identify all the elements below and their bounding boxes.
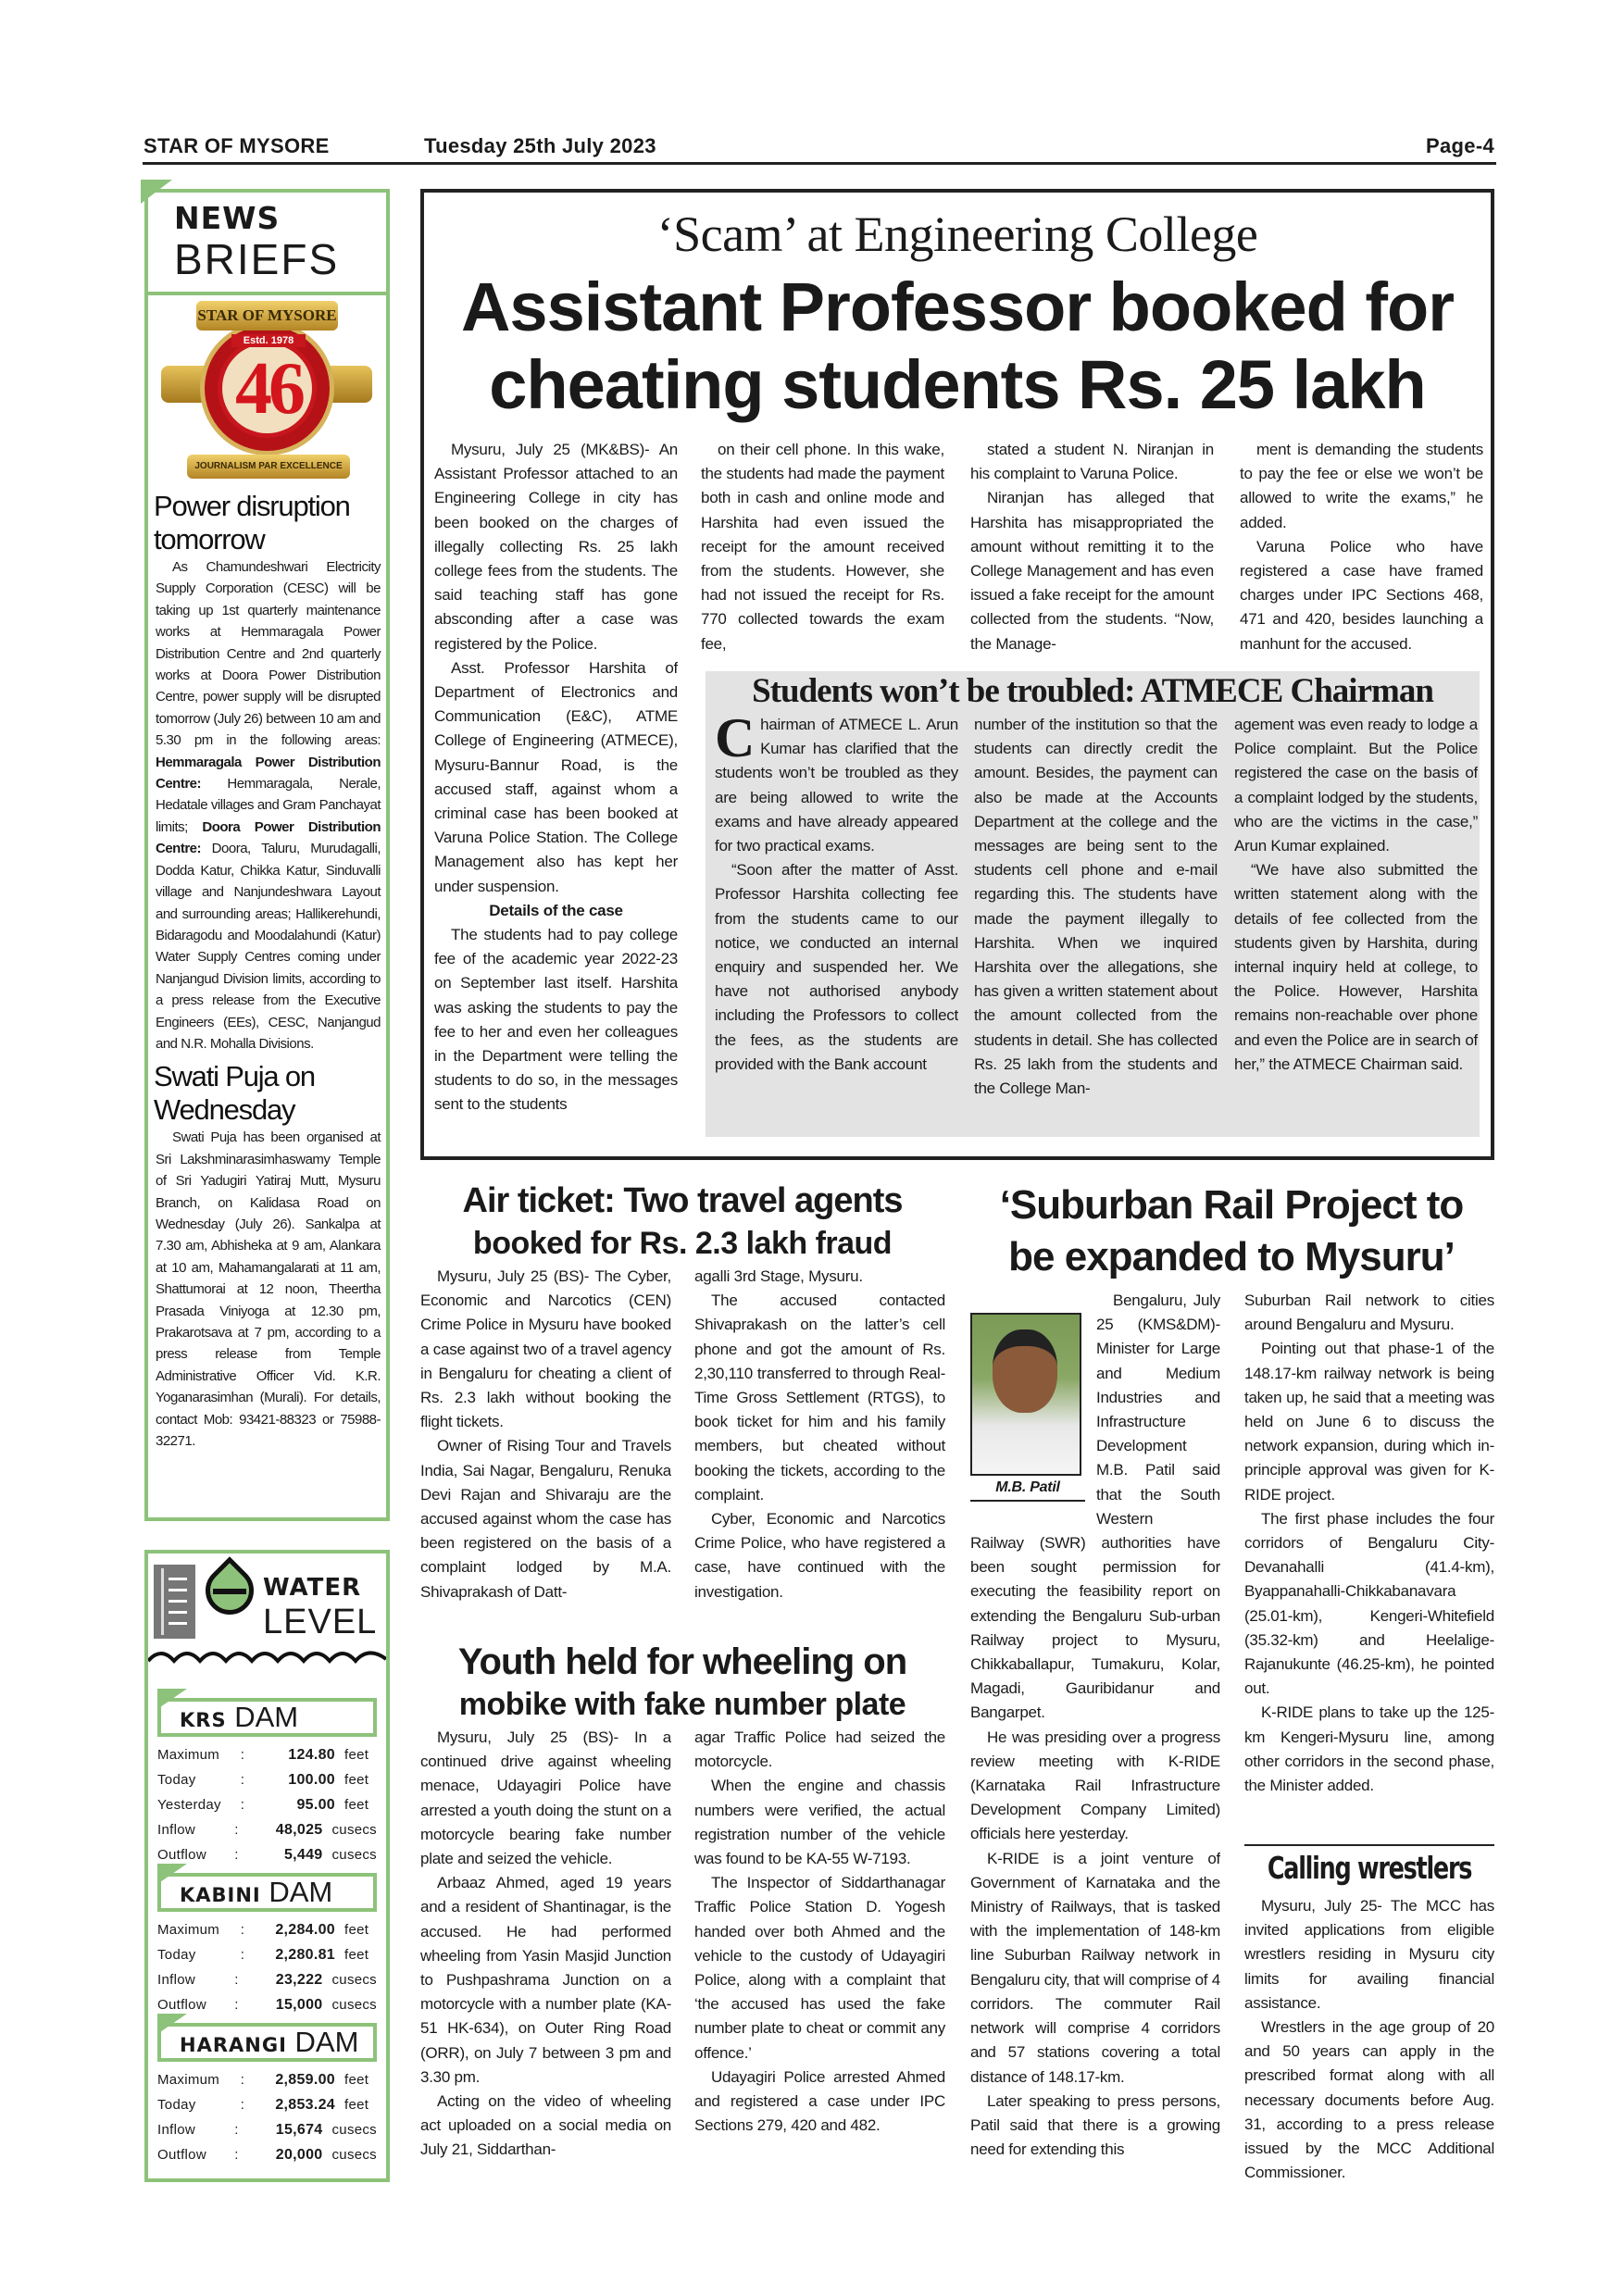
- paragraph: on their cell phone. In this wake, the students had made the payment both in cash and online mode and Harshita had even issued the receipt for the amount received from the students. However, she had not issued the receipt for Rs. 770 collected towards the exam fee,: [701, 441, 944, 653]
- row-value: 5,449: [283, 1847, 323, 1863]
- row-colon: :: [240, 2072, 245, 2088]
- paragraph: agalli 3rd Stage, Mysuru.: [694, 1267, 863, 1285]
- logo-bottom-text: JOURNALISM PAR EXCELLENCE: [187, 455, 350, 479]
- patil-photo: [970, 1313, 1081, 1476]
- dam-word: DAM: [294, 2026, 359, 2058]
- lead-column-4: [1240, 438, 1483, 656]
- paragraph: Mysuru, July 25 (BS)- In a continued drive against wheeling menace, Udayagiri Police have arrested a youth doing the stunt on a motorcycle bearing fake number plate and seized the vehicle.: [420, 1728, 671, 1868]
- power-text-2: Hemmaragala, Nerale, Hedatale villages and Gram Panchayat limits;: [156, 776, 381, 835]
- row-unit: cusecs: [331, 1847, 377, 1863]
- wrestlers-column: [1244, 1894, 1494, 2190]
- paragraph: Niranjan has alleged that Harshita has misappropriated the amount without remitting it to the College Management and has even issued a fake receipt for the amount collected from the students. “Now, the Manage-: [970, 489, 1214, 653]
- row-value: 124.80: [288, 1747, 335, 1763]
- paragraph: Cyber, Economic and Narcotics Crime Police, who have registered a case, have continued with the investigation.: [694, 1510, 945, 1601]
- water-title-top: WATER: [263, 1574, 362, 1602]
- row-value: 95.00: [296, 1797, 335, 1813]
- row-colon: :: [234, 1822, 239, 1838]
- paragraph: Railway (SWR) authorities have been sought permission for executing the feasibility report on extending the Bengaluru Sub-urban Railway project to Mysuru, Chikkaballapur, Tumakuru, Kolar, Magadi, Gauribidanur and Bangarpet.: [970, 1534, 1220, 1722]
- dam-row: [148, 1967, 386, 1992]
- air-column-1: [420, 1265, 671, 1631]
- row-colon: :: [240, 1772, 245, 1788]
- dam-list: [148, 1698, 386, 2167]
- wrestlers-headline: Calling wrestlers: [1267, 1851, 1472, 1887]
- power-heading: Power disruption tomorrow: [154, 490, 350, 555]
- power-article: [148, 556, 386, 1054]
- rail-lead-text: Bengaluru, July 25 (KMS&DM)- Minister for Large and Medium Industries and Infrastructure Development M.B. Patil said that the South Western: [1096, 1292, 1220, 1528]
- dam-label-krs: [157, 1698, 377, 1737]
- paragraph: Mysuru, July 25 (BS)- The Cyber, Economic and Narcotics (CEN) Crime Police in Mysuru have booked a case against two of a travel agency in Bengaluru for cheating a client of Rs. 2.3 lakh without booking the flight tickets.: [420, 1267, 671, 1431]
- rail-headline-1: ‘Suburban Rail Project to: [999, 1182, 1464, 1228]
- paper-name: STAR OF MYSORE: [144, 134, 330, 157]
- patil-photo-figure: [970, 1313, 1085, 1507]
- header-rule: [143, 162, 1496, 165]
- row-value: 2,280.81: [275, 1947, 335, 1963]
- dam-row: [148, 2092, 386, 2117]
- youth-column-1: [420, 1726, 671, 2189]
- paragraph: K-RIDE is a joint venture of Government of Karnataka and the Ministry of Railways, that is tasked with the implementation of 148-km line Suburban Railway network in Bengaluru city, that will comprise of 4 corridors. The commuter Rail network will comprise 4 corridors and 57 stations covering a total distance of 148.17-km.: [970, 1849, 1220, 2086]
- issue-date: Tuesday 25th July 2023: [424, 134, 656, 157]
- water-level-header: [148, 1554, 386, 1692]
- row-label: Yesterday: [157, 1797, 221, 1813]
- paragraph: When the engine and chassis numbers were verified, the actual registration number of the vehicle was found to be KA-55 W-7193.: [694, 1777, 945, 1868]
- dam-label-harangi: [157, 2023, 377, 2062]
- sidebox-column-1: [715, 713, 958, 1131]
- row-label: Today: [157, 2097, 196, 2113]
- paragraph: Udayagiri Police arrested Ahmed and registered a case under IPC Sections 279, 420 and 482.: [694, 2067, 945, 2135]
- paragraph: Mysuru, July 25- The MCC has invited applications from eligible wrestlers residing in Mysuru city limits for availing financial assistance.: [1244, 1897, 1494, 2012]
- lead-column-1: [434, 438, 678, 1151]
- lead-headline-2: cheating students Rs. 25 lakh: [489, 346, 1426, 423]
- briefs-title-bottom: BRIEFS: [174, 235, 340, 283]
- dam-row: [148, 1942, 386, 1967]
- power-text-1: As Chamundeshwari Electricity Supply Corporation (CESC) will be taking up 1st quarterly maintenance works at Hemmaragala Power Distribution Centre and 2nd quarterly works at Doora Power Distribution Centre, power supply will be disrupted tomorrow (July 26) between 10 am and 5.30 pm in the following areas:: [156, 559, 381, 749]
- row-unit: cusecs: [331, 2122, 377, 2138]
- row-value: 2,284.00: [275, 1922, 335, 1938]
- row-label: Maximum: [157, 1922, 220, 1938]
- paragraph: Acting on the video of wheeling act uploaded on a social media on July 21, Siddarthan-: [420, 2092, 671, 2159]
- row-colon: :: [234, 2147, 239, 2163]
- row-colon: :: [240, 1747, 245, 1763]
- row-unit: feet: [344, 1747, 369, 1763]
- air-column-2: [694, 1265, 945, 1631]
- rail-column-1: [970, 1289, 1220, 2189]
- wrestlers-rule: [1244, 1844, 1494, 1846]
- row-value: 48,025: [275, 1822, 323, 1838]
- paragraph: Varuna Police who have registered a case have framed charges under IPC Sections 468, 471 and 420, besides launching a manhunt for the accused.: [1240, 537, 1483, 653]
- row-unit: cusecs: [331, 1822, 377, 1838]
- dam-row: [148, 1917, 386, 1942]
- row-unit: cusecs: [331, 1972, 377, 1988]
- row-unit: cusecs: [331, 1997, 377, 2013]
- row-label: Outflow: [157, 1847, 206, 1863]
- row-label: Today: [157, 1772, 196, 1788]
- paragraph: “Soon after the matter of Asst. Professor Harshita collecting fee from the students came to our notice, we conducted an internal enquiry and suspended her. We have not authorised anybody including the Professors to collect the fees, as the students are provided with the Bank account: [715, 861, 958, 1073]
- paragraph: number of the institution so that the students can directly credit the amount. Besides, the payment can also be made at the Accounts Department at the college and the messages are being sent to the students cell phone and e-mail regarding this. The students have made the payment illegally to Harshita. When we inquired Harshita over the allegations, she has given a written statement about the amount collected from the students in detail. She has collected Rs. 25 lakh from the students and the College Man-: [974, 716, 1218, 1098]
- row-unit: feet: [344, 1797, 369, 1813]
- row-value: 20,000: [275, 2147, 323, 2163]
- paragraph: ment is demanding the students to pay the fee or else we won’t be allowed to write the exams,” he added.: [1240, 441, 1483, 531]
- paragraph: Suburban Rail network to cities around Bengaluru and Mysuru.: [1244, 1292, 1494, 1334]
- dam-row: [148, 1767, 386, 1792]
- row-value: 100.00: [288, 1772, 335, 1788]
- row-value: 23,222: [275, 1972, 323, 1988]
- row-colon: :: [240, 1922, 245, 1938]
- youth-headline-2: mobike with fake number plate: [458, 1687, 906, 1722]
- swati-article: [148, 1127, 386, 1452]
- lead-headline-1: Assistant Professor booked for: [460, 268, 1454, 345]
- row-label: Outflow: [157, 2147, 206, 2163]
- paragraph: Mysuru, July 25 (MK&BS)- An Assistant Professor attached to an Engineering College in city has been booked on the charges of illegally collecting Rs. 25 lakh college fees from the students. The said teaching staff has gone absconding after a case was registered by the Police.: [434, 441, 678, 653]
- logo-estd: Estd. 1978: [231, 334, 306, 347]
- row-colon: :: [240, 1797, 245, 1813]
- paragraph: He was presiding over a progress review meeting with K-RIDE (Karnataka Rail Infrastructure Development Company Limited) officials here yesterday.: [970, 1728, 1220, 1843]
- paragraph: agar Traffic Police had seized the motorcycle.: [694, 1728, 945, 1771]
- logo-number: 46: [235, 348, 302, 430]
- lead-column-3: [970, 438, 1214, 656]
- row-colon: :: [234, 1972, 239, 1988]
- lead-kicker: ‘Scam’ at Engineering College: [656, 206, 1258, 262]
- dam-name: KRS: [180, 1709, 227, 1731]
- paragraph: Asst. Professor Harshita of Department of Electronics and Communication (E&C), ATME College of Engineering (ATMECE), Mysuru-Bannur Road, is the accused staff, against whom a criminal case has been booked at Varuna Police Station. The College Management also has kept her under suspension.: [434, 658, 678, 895]
- logo-top-text: STAR OF MYSORE: [196, 301, 338, 331]
- row-label: Maximum: [157, 2072, 220, 2088]
- row-label: Inflow: [157, 1972, 195, 1988]
- photo-caption: M.B. Patil: [970, 1476, 1085, 1502]
- row-colon: :: [234, 1997, 239, 2013]
- paragraph: Pointing out that phase-1 of the 148.17-km railway network is being taken up, he said that a meeting was held on June 6 to discuss the network expansion, during which in-principle approval was given for K-RIDE project.: [1244, 1340, 1494, 1504]
- paragraph: K-RIDE plans to take up the 125-km Kengeri-Mysuru line, among other corridors in the second phase, the Minister added.: [1244, 1703, 1494, 1795]
- paragraph: The first phase includes the four corridors of Bengaluru City-Devanahalli (41.4-km), Byappanahalli-Chikkabanavara (25.01-km), Kengeri-Whitefield (35.32-km) and Heelalige-Rajanukunte (46.25-km), he pointed out.: [1244, 1509, 1494, 1698]
- sidebox-heading: Students won’t be troubled: ATMECE Chairman: [752, 672, 1433, 710]
- row-colon: :: [234, 2122, 239, 2138]
- subheading: Details of the case: [489, 901, 623, 919]
- dam-row: [148, 1792, 386, 1817]
- sidebox-column-2: [974, 713, 1218, 1131]
- row-unit: feet: [344, 2097, 369, 2113]
- row-value: 2,853.24: [275, 2097, 335, 2113]
- swati-text: Swati Puja has been organised at Sri Lakshminarasimhaswamy Temple of Sri Yadugiri Yatiraj Mutt, Mysuru Branch, on Kalidasa Road on Wednesday (July 26). Sankalpa at 7.30 am, Abhisheka at 9 am, Alankara at 10 am, Mahamangalarati at 11 am, Shattumorai at 12 noon, Theertha Prasada Viniyoga at 12.30 pm, Prakarotsava at 7 pm, according to a press release from Temple Administrative Officer Vid. K.R. Yoganarasimhan (Murali). For details, contact Mob: 93421-88323 or 75988-32271.: [156, 1129, 381, 1450]
- paragraph: [715, 713, 958, 858]
- paragraph: agement was even ready to lodge a Police complaint. But the Police registered the case on the basis of a complaint lodged by the students, who are the victims in the case,” Arun Kumar explained.: [1234, 716, 1478, 855]
- dam-row: [148, 2142, 386, 2167]
- power-area-2: Doora Power Distribution Centre:: [156, 818, 381, 857]
- rail-headline-2: be expanded to Mysuru’: [1008, 1234, 1455, 1279]
- row-label: Today: [157, 1947, 196, 1963]
- dam-word: DAM: [234, 1701, 299, 1733]
- youth-headline-1: Youth held for wheeling on: [457, 1641, 907, 1682]
- row-value: 2,859.00: [275, 2072, 335, 2088]
- row-unit: feet: [344, 1772, 369, 1788]
- row-label: Outflow: [157, 1997, 206, 2013]
- row-value: 15,000: [275, 1997, 323, 2013]
- paragraph: The Inspector of Siddarthanagar Traffic Police Station D. Yogesh handed over both Ahmed and the vehicle to the custody of Udayagiri Police, along with a complaint that ‘the accused has used the fake number plate to cheat or commit any offence.’: [694, 1874, 945, 2062]
- drop-cap: C: [715, 713, 756, 768]
- paragraph-text: hairman of ATMECE L. Arun Kumar has clarified that the students won’t be troubled as they are being allowed to write the exams and have already appeared for two practical exams.: [715, 716, 958, 855]
- dam-row: [148, 2067, 386, 2092]
- dam-word: DAM: [269, 1876, 333, 1908]
- sidebox-column-3: [1234, 713, 1478, 1131]
- row-unit: feet: [344, 1947, 369, 1963]
- row-colon: :: [240, 2097, 245, 2113]
- dam-row: [148, 1742, 386, 1767]
- row-unit: feet: [344, 1922, 369, 1938]
- power-text-3: Doora, Taluru, Murudagalli, Dodda Katur, Chikka Katur, Sinduvalli village and Nanjundeshwara Layout and surrounding areas; Hallikerehundi, Bidaragodu and Moodalahundi (Katur) Water Supply Centres coming under Nanjangud Division limits, according to a press release from the Executive Engineers (EEs), CESC, Nanjangud and N.R. Mohalla Divisions.: [156, 841, 381, 1052]
- power-area-1: Hemmaragala Power Distribution Centre:: [156, 754, 381, 792]
- youth-column-2: [694, 1726, 945, 2189]
- dam-label-kabini: [157, 1873, 377, 1912]
- paragraph: The accused contacted Shivaprakash on the latter’s cell phone and got the amount of Rs. 2,30,110 transferred to through Real-Time Gross Settlement (RTGS), to book ticket for him and his family members, but cheated without booking the tickets, according to the complaint.: [694, 1292, 945, 1504]
- paragraph: stated a student N. Niranjan in his complaint to Varuna Police.: [970, 441, 1214, 483]
- dam-name: KABINI: [180, 1884, 261, 1906]
- row-colon: :: [240, 1947, 245, 1963]
- paragraph: Later speaking to press persons, Patil said that there is a growing need for extending this: [970, 2091, 1220, 2159]
- wave-icon: [148, 1642, 386, 1665]
- air-headline-1: Air ticket: Two travel agents: [462, 1181, 903, 1220]
- rail-column-2: [1244, 1289, 1494, 1826]
- water-title-bottom: LEVEL: [263, 1603, 378, 1641]
- news-briefs-box: [144, 189, 390, 1521]
- corner-triangle-icon: [141, 180, 172, 204]
- briefs-title-top: NEWS: [174, 200, 281, 236]
- row-label: Inflow: [157, 1822, 195, 1838]
- water-level-box: [144, 1550, 390, 2182]
- gauge-icon: [154, 1565, 195, 1639]
- paragraph: Wrestlers in the age group of 20 and 50 years can apply in the prescribed format along with all necessary documents before Aug. 31, according to a press release issued by the MCC Additional Commissioner.: [1244, 2018, 1494, 2182]
- row-value: 15,674: [275, 2122, 323, 2138]
- swati-heading: Swati Puja on Wednesday: [154, 1060, 315, 1127]
- anniversary-logo: [148, 295, 386, 490]
- dam-row: [148, 1817, 386, 1842]
- dam-name: HARANGI: [180, 2034, 287, 2056]
- page-number: Page-4: [1426, 134, 1494, 157]
- lead-column-2: [701, 438, 944, 656]
- row-label: Maximum: [157, 1747, 220, 1763]
- paragraph: “We have also submitted the written statement along with the details of fee collected from the students given by Harshita, during internal inquiry held at college, to the Police. However, Harshita remains non-reachable over phone and even the Police are in search of her,” the ATMECE Chairman said.: [1234, 861, 1478, 1073]
- row-colon: :: [234, 1847, 239, 1863]
- row-unit: feet: [344, 2072, 369, 2088]
- paragraph: The students had to pay college fee of the academic year 2022-23 on September last itself. Harshita was asking the students to pay the fee to her and even her colleagues in the Department were telling the students to do so, in the messages sent to the students: [434, 926, 678, 1114]
- dam-row: [148, 2117, 386, 2142]
- row-label: Inflow: [157, 2122, 195, 2138]
- paragraph: Arbaaz Ahmed, aged 19 years and a resident of Shantinagar, is the accused. He had performed wheeling from Yasin Masjid Junction to Pushpashrama Junction on a motorcycle with a number plate (KA-51 HK-634), on Outer Ring Road (ORR), on July 7 between 3 pm and 3.30 pm.: [420, 1874, 671, 2086]
- row-unit: cusecs: [331, 2147, 377, 2163]
- air-headline-2: booked for Rs. 2.3 lakh fraud: [472, 1226, 893, 1261]
- paragraph: Owner of Rising Tour and Travels India, Sai Nagar, Bengaluru, Renuka Devi Rajan and Shivaraju are the accused against whom the case has been registered on the basis of a complaint lodged by M.A. Shivaprakash of Datt-: [420, 1437, 671, 1601]
